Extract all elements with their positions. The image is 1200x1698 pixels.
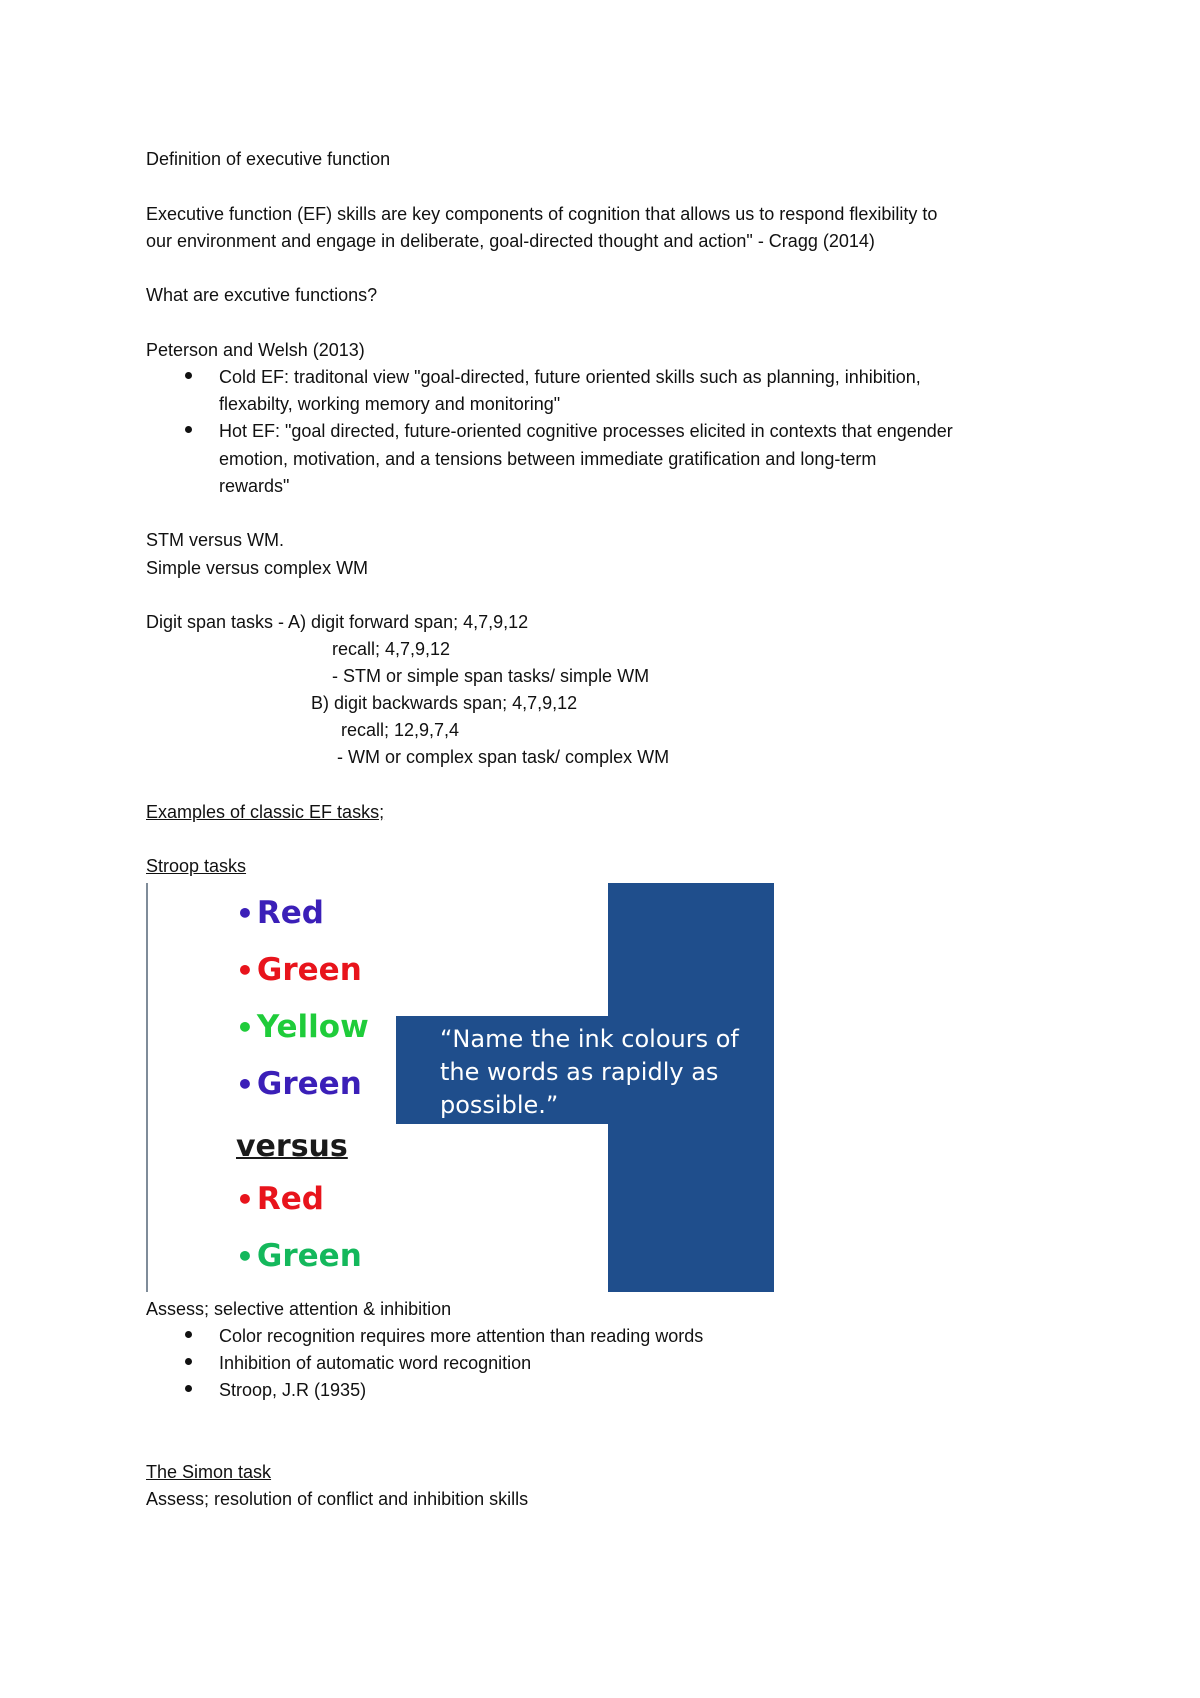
stroop-word-text: Green [256, 1066, 362, 1102]
bullet-dot-icon: • [236, 954, 254, 987]
stroop-word [236, 1180, 324, 1219]
examples-heading: Examples of classic EF tasks; [146, 802, 385, 822]
stroop-word-text: Green [256, 952, 362, 988]
bullet-dot-icon: • [236, 1240, 254, 1273]
heading-what-are-ef: What are excutive functions? [146, 285, 378, 305]
stroop-word [236, 951, 362, 990]
simon-heading: The Simon task [146, 1462, 272, 1482]
digit-span-line-4: B) digit backwards span; 4,7,9,12 [311, 693, 578, 713]
digit-span-line-1: Digit span tasks - A) digit forward span; 4,7,9,12 [146, 612, 529, 632]
bullet-dot-icon: • [236, 897, 254, 930]
digit-span-line-5: recall; 12,9,7,4 [341, 720, 460, 740]
stroop-word-text: Red [256, 895, 324, 931]
stroop-word [236, 894, 324, 933]
bullet-dot-icon: • [236, 1011, 254, 1044]
stm-line-1: STM versus WM. [146, 530, 284, 550]
peterson-title: Peterson and Welsh (2013) [146, 340, 365, 360]
stm-line-2: Simple versus complex WM [146, 558, 369, 578]
bullet-hot-ef [185, 426, 192, 433]
hot-ef-line-1: Hot EF: "goal directed, future-oriented cognitive processes elicited in contexts that engender [219, 421, 953, 441]
cold-ef-line-2: flexabilty, working memory and monitoring" [219, 394, 561, 414]
digit-span-line-2: recall; 4,7,9,12 [332, 639, 451, 659]
digit-span-line-3: - STM or simple span tasks/ simple WM [332, 666, 650, 686]
bullet-stroop-1 [185, 1331, 192, 1338]
stroop-heading: Stroop tasks [146, 856, 247, 876]
definition-line-2: our environment and engage in deliberate, goal-directed thought and action" - Cragg (2014) [146, 231, 875, 251]
cold-ef-line-1: Cold EF: traditonal view "goal-directed, future oriented skills such as planning, inhibition, [219, 367, 921, 387]
bullet-stroop-3 [185, 1385, 192, 1392]
bullet-dot-icon: • [236, 1183, 254, 1216]
simon-assess: Assess; resolution of conflict and inhibition skills [146, 1489, 529, 1509]
stroop-figure [146, 883, 774, 1292]
bullet-dot-icon: • [236, 1068, 254, 1101]
stroop-word-text: Red [256, 1181, 324, 1217]
instruction-text: “Name the ink colours of the words as rapidly as possible.” [440, 1025, 739, 1119]
definition-line-1: Executive function (EF) skills are key components of cognition that allows us to respond flexibility to [146, 204, 938, 224]
hot-ef-line-3: rewards" [219, 476, 290, 496]
versus-label: versus [236, 1129, 348, 1164]
stroop-word [236, 1237, 362, 1276]
bullet-stroop-2 [185, 1358, 192, 1365]
stroop-bullet-2: Inhibition of automatic word recognition [219, 1353, 532, 1373]
stroop-word-text: Green [256, 1238, 362, 1274]
hot-ef-line-2: emotion, motivation, and a tensions between immediate gratification and long-term [219, 449, 877, 469]
heading-definition: Definition of executive function [146, 149, 391, 169]
digit-span-line-6: - WM or complex span task/ complex WM [337, 747, 670, 767]
stroop-word-text: Yellow [256, 1009, 369, 1045]
stroop-bullet-1: Color recognition requires more attention than reading words [219, 1326, 704, 1346]
stroop-word [236, 1008, 369, 1047]
stroop-assess: Assess; selective attention & inhibition [146, 1299, 452, 1319]
bullet-cold-ef [185, 372, 192, 379]
stroop-bullet-3: Stroop, J.R (1935) [219, 1380, 367, 1400]
stroop-word [236, 1065, 362, 1104]
